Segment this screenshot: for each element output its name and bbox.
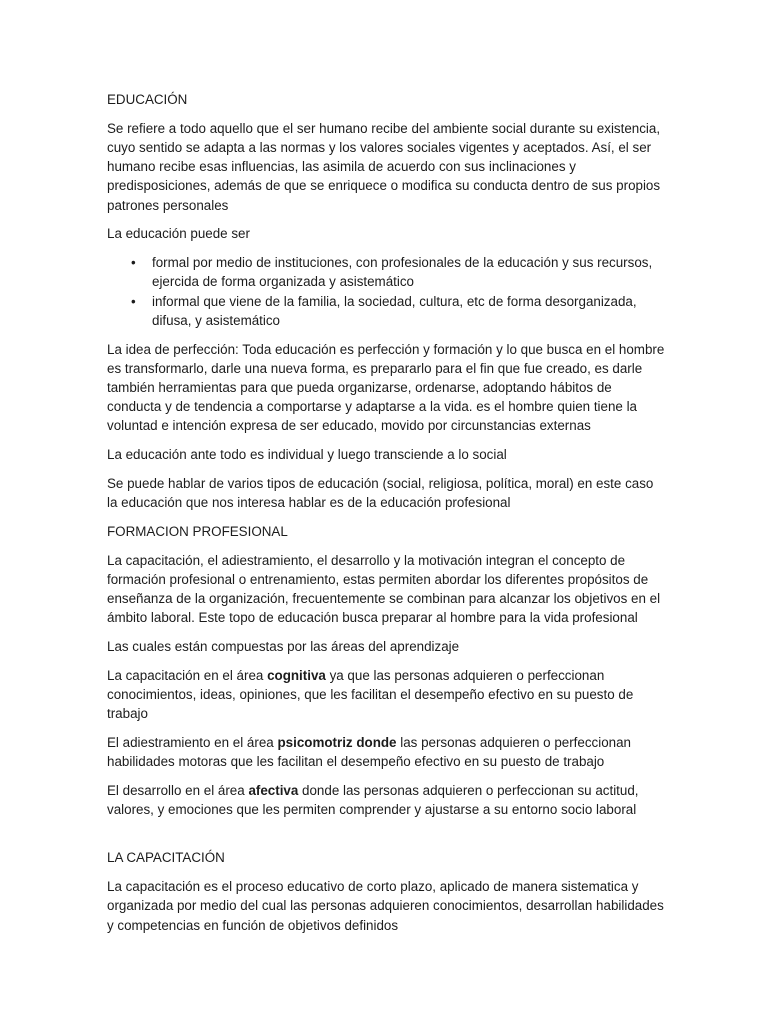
bullet-icon: • (131, 255, 136, 271)
heading-capacitacion: LA CAPACITACIÓN (107, 850, 225, 866)
paragraph-formacion: La capacitación, el adiestramiento, el desarrollo y la motivación integran el concepto de formación profesional o entrenamiento, estas permiten abordar los diferentes propósitos de enseñanza de la organización, frecuentemente se combinan para alcanzar los objetivos en el ámbito laboral. Este topo de educación busca preparar al hombre para la vida profesional (107, 552, 661, 626)
text-run: El adiestramiento en el área (107, 735, 278, 751)
heading-formacion: FORMACION PROFESIONAL (107, 524, 288, 540)
bullet-text-informal: informal que viene de la familia, la sociedad, cultura, etc de forma desorganizada, difusa, y asistemático (152, 293, 637, 328)
bullet-list (107, 253, 667, 330)
paragraph-tipos: Se puede hablar de varios tipos de educación (social, religiosa, política, moral) en este caso la educación que nos interesa hablar es de la educación profesional (107, 476, 654, 511)
text-run: La capacitación en el área (107, 668, 268, 684)
paragraph-areas: Las cuales están compuestas por las áreas del aprendizaje (107, 639, 460, 655)
paragraph-afectiva (107, 781, 667, 819)
bold-term-psicomotriz: psicomotriz donde (277, 735, 397, 751)
paragraph-puede-ser: La educación puede ser (107, 226, 250, 242)
paragraph-psicomotriz (107, 733, 667, 771)
bullet-text-formal: formal por medio de instituciones, con profesionales de la educación y sus recursos, ejercida de forma organizada y asistemático (152, 255, 653, 290)
text-run: ya que las personas adquieren o perfeccionan conocimientos, ideas, opiniones, que les facilitan el desempeño efectivo en su puesto de trabajo (107, 668, 634, 722)
text-run: donde las personas adquieren o perfeccionan su actitud, valores, y emociones que les permiten comprender y ajustarse a su entorno socio laboral (107, 783, 639, 818)
blank-line (107, 829, 667, 848)
list-item (107, 292, 667, 330)
list-item (107, 253, 667, 291)
text-run: las personas adquieren o perfeccionan habilidades motoras que les facilitan el desempeño efectivo en su puesto de trabajo (107, 735, 632, 770)
paragraph-definicion: Se refiere a todo aquello que el ser humano recibe del ambiente social durante su existencia, cuyo sentido se adapta a las normas y los valores sociales vigentes y aceptados. Así, el ser humano recibe esas influencias, las asimila de acuerdo con sus inclinaciones y predisposiciones, además de que se enriquece o modifica su conducta dentro de sus propios patrones personales (107, 120, 661, 213)
paragraph-cognitiva (107, 666, 667, 724)
bold-term-cognitiva: cognitiva (267, 668, 326, 684)
paragraph-perfeccion: La idea de perfección: Toda educación es perfección y formación y lo que busca en el hombre es transformarlo, darle una nueva forma, es prepararlo para el fin que fue creado, es darle también herramientas para que pueda organizarse, ordenarse, adoptando hábitos de conducta y de tendencia a comportarse y adaptarse a la vida. es el hombre quien tiene la voluntad e intención expresa de ser educado, movido por circunstancias externas (107, 341, 665, 434)
text-run: El desarrollo en el área (107, 783, 249, 799)
paragraph-individual: La educación ante todo es individual y luego transciende a lo social (107, 447, 507, 463)
heading-educacion: EDUCACIÓN (107, 92, 188, 107)
bold-term-afectiva: afectiva (248, 783, 299, 799)
bullet-icon: • (131, 293, 136, 309)
document-page (107, 90, 667, 944)
paragraph-capacitacion: La capacitación es el proceso educativo de corto plazo, aplicado de manera sistematica y organizada por medio del cual las personas adquieren conocimientos, desarrollan habilidades y competencias en función de objetivos definidos (107, 879, 664, 933)
